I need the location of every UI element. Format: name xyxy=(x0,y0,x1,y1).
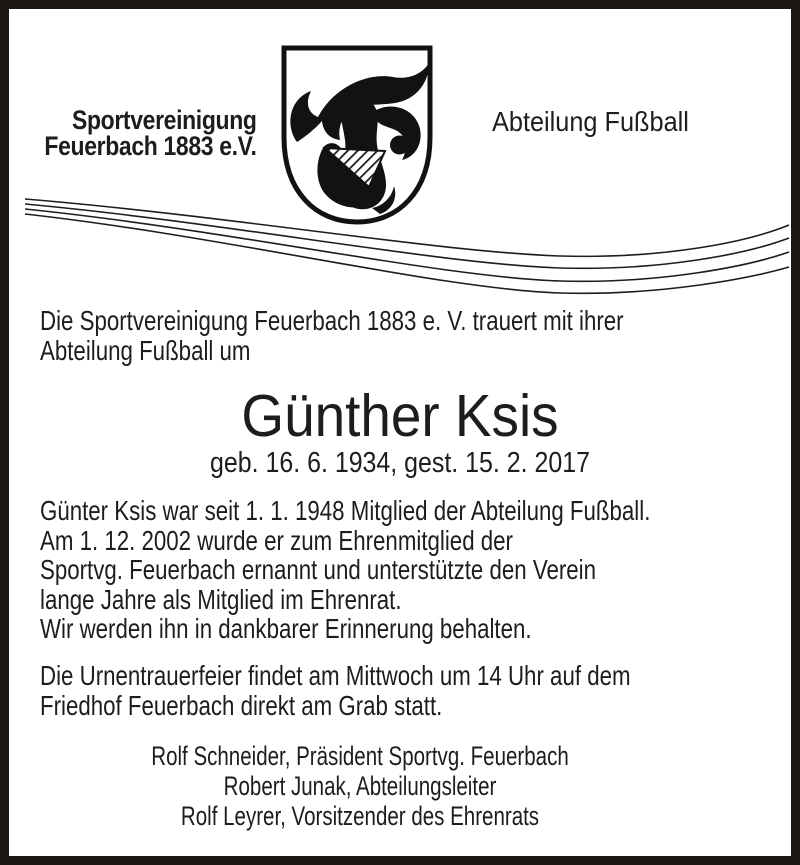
tribute-line: Günter Ksis war seit 1. 1. 1948 Mitglied der Abteilung Fußball. xyxy=(40,495,651,526)
funeral-line: Die Urnentrauerfeier findet am Mittwoch um 14 Uhr auf dem xyxy=(40,660,631,691)
signature-line: Rolf Leyrer, Vorsitzender des Ehrenrats xyxy=(180,801,540,831)
club-crest-icon xyxy=(277,42,437,228)
life-dates: geb. 16. 6. 1934, gest. 15. 2. 2017 xyxy=(210,447,590,479)
signature-line: Rolf Schneider, Präsident Sportvg. Feuerbach xyxy=(151,741,569,771)
tribute-line: Sportvg. Feuerbach ernannt und unterstützte den Verein xyxy=(40,554,597,585)
tribute-line: Am 1. 12. 2002 wurde er zum Ehrenmitglied der xyxy=(40,524,513,556)
club-name xyxy=(45,107,257,159)
intro-line: Die Sportvereinigung Feuerbach 1883 e. V. trauert mit ihrer xyxy=(40,305,624,336)
intro-line: Abteilung Fußball um xyxy=(40,334,251,366)
funeral-line: Friedhof Feuerbach direkt am Grab statt. xyxy=(40,689,443,721)
signature-line: Robert Junak, Abteilungsleiter xyxy=(223,771,497,801)
tribute-line: Wir werden ihn in dankbarer Erinnerung behalten. xyxy=(40,613,532,644)
funeral-info xyxy=(40,661,631,720)
department-label: Abteilung Fußball xyxy=(492,106,689,137)
deceased-name: Günther Ksis xyxy=(241,383,559,449)
tribute-line: lange Jahre als Mitglied im Ehrenrat. xyxy=(40,583,402,615)
club-name-line1: Sportvereinigung xyxy=(72,105,257,135)
intro-text xyxy=(40,306,624,365)
tribute-text xyxy=(40,496,650,644)
club-name-line2: Feuerbach 1883 e.V. xyxy=(44,131,257,161)
signatures xyxy=(86,741,633,831)
